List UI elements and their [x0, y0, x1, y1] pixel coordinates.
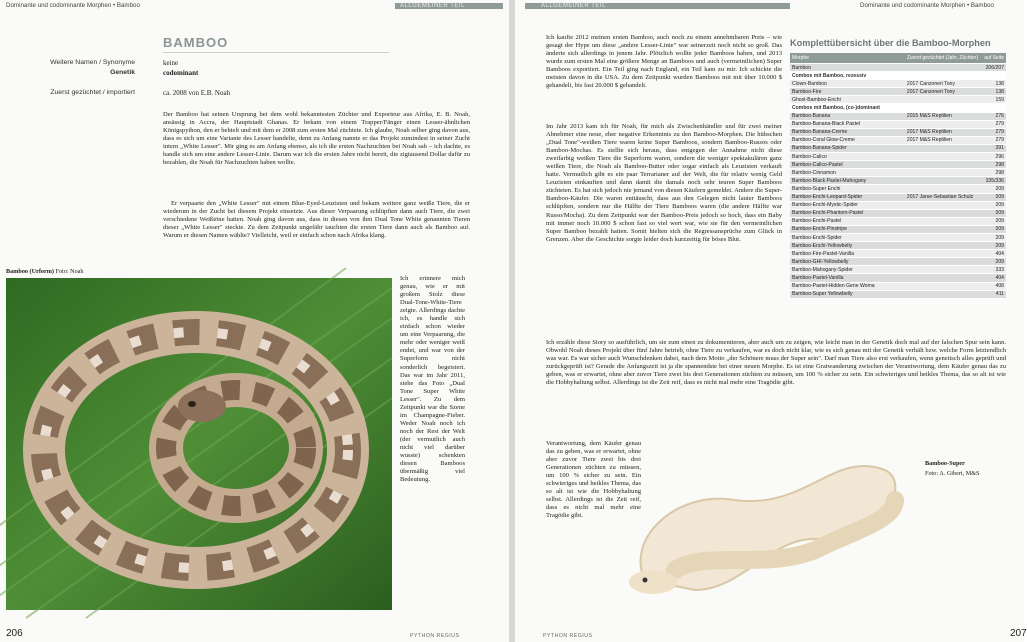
table-cell-morph: Bamboo-Calico [790, 153, 905, 161]
table-cell-page [980, 72, 1006, 80]
table-cell-page: 159 [980, 96, 1006, 104]
table-cell-page: 209 [980, 258, 1006, 266]
table-section-row [790, 72, 1006, 80]
table-cell-page: 276 [980, 112, 1006, 120]
table-cell-morph: Bamboo-Mahogany-Spider [790, 266, 905, 274]
table-cell-morph: Bamboo-Fire-Pastel-Vanilla [790, 250, 905, 258]
meta-key: Weitere Namen / Synonyme [50, 59, 135, 66]
table-cell-morph: Bamboo-Super Yellowbelly [790, 290, 905, 298]
table-cell-orig: 2017 M&S Reptilien [905, 128, 980, 136]
overview-title: Komplettübersicht über die Bamboo-Morphen [790, 38, 991, 48]
page-number: 206 [6, 628, 23, 639]
table-cell-page: 209 [980, 201, 1006, 209]
column-header: Zuerst gezüchtet (Jahr, Züchter) [905, 53, 980, 64]
table-cell-morph: Bamboo [790, 64, 905, 72]
table-cell-orig [905, 233, 980, 241]
morph-overview-table [790, 53, 1006, 299]
table-row [790, 201, 1006, 209]
table-cell-page: 209 [980, 233, 1006, 241]
table-cell-page: 209 [980, 193, 1006, 201]
side-column: Ich erinnere mich genau, wie er mit großem Stolz diese Dual-Tone-White-Tiere zeigte. Allerdings dachte ich, es handle sich einfach schon wieder um eine Verpaarung, die mehr oder weniger weiß endet, und war von der Superform nicht sonderlich begeistert. Das war im Jahr 2011, siehe das Foto „Dual Tone Super White Lesser". Zu dem Zeitpunkt war die Szene im Champagne-Fieber. Weder Noah noch ich noch der Rest der Welt (der vermutlich auch nicht viel darüber wusste) schenkten diesen Bamboos übermäßig viel Bedeutung. [400, 275, 465, 484]
meta-key: Genetik [110, 69, 135, 76]
table-row [790, 242, 1006, 250]
table-cell-page: 404 [980, 274, 1006, 282]
table-cell-morph: Ghost-Bamboo-Enchi [790, 96, 905, 104]
side-column: Verantwortung, dem Käufer genau das zu geben, was er erwartet, ohne aber zuvor Tiere zwei bis drei Generationen züchten zu müssen, um 100 % sicher zu sein. Ein schwieriges und heikles Thema, das so alt ist wie die Hobbyhaltung selbst. Allerdings ist die Zeit reif, dass es nicht mal mehr eine Tragödie gibt. [546, 440, 641, 520]
table-row [790, 96, 1006, 104]
table-cell-page: 209 [980, 242, 1006, 250]
table-cell-morph: Bamboo-Enchi-Mystic-Spider [790, 201, 905, 209]
table-cell-orig: 2017 M&S Reptilien [905, 136, 980, 144]
table-cell-morph: Bamboo-Fire [790, 88, 905, 96]
table-cell-morph: Bamboo-Pastel-Vanilla [790, 274, 905, 282]
table-cell-orig: 2017 Jarse-Sebastian Schulz [905, 193, 980, 201]
caption-title: Bamboo (Urform) [6, 268, 54, 275]
table-cell-page: 138 [980, 88, 1006, 96]
caption-title: Bamboo-Super [925, 460, 965, 467]
body-paragraph: Der Bamboo hat seinen Ursprung bei dem wohl bekanntesten Züchter und Exporteur aus Afrika, E. B. Noah, ansässig in Accra, der Hauptstadt Ghanas. Er bekam von einem Trapper/Fänger einen Lesser-ähnlichen Königspython, den er behielt und mit dem er 2008 zum ersten Mal züchtete. Ich glaube, Noah selber ging davon aus, dass es sich um eine Variante des Lesser handelte, denn zu Anfang nannte er das Projekt zumindest in seiner Zucht intern „White Lesser". Mir ging es am Anfang ebenso, als ich die ersten Nachzuchten bei Noah sah – ich dachte, es handle sich um eine andere Lesser-Linie. Darum war ich die ersten Jahre nicht bereit, die zigtausend Dollar dafür zu bezahlen, die Noah für Nachzuchten haben wollte. [163, 111, 470, 167]
table-cell-page: 209 [980, 217, 1006, 225]
table-cell-page: 296 [980, 153, 1006, 161]
body-paragraph: Er verpaarte den „White Lesser" mit einem Blue-Eyed-Leuzisten und bekam weitere ganz weiße Tiere, die er wiederum in der Zucht bei diesem Projekt einsetzte. Aus dieser Verpaarung schlüpften dann auch Tiere, die zwei verschiedene Weißtöne hatten. Noah ging davon aus, dass in diesen von ihm Dual Tone White genannten Tieren dieser „White Lesser" steckte. Zu dem Zeitpunkt ungefähr tauchten die ersten Tiere dann auch als Bamboo auf. Warum er diesen Namen wählte? Vielleicht, weil er einfach schon nach Afrika klang. [163, 200, 470, 240]
table-cell-page: 335/336 [980, 177, 1006, 185]
table-row [790, 274, 1006, 282]
table-row [790, 136, 1006, 144]
table-cell-page: 411 [980, 290, 1006, 298]
table-cell-morph: Combos mit Bamboo, rezessiv [790, 72, 905, 80]
table-cell-orig [905, 282, 980, 290]
title-divider [163, 52, 389, 53]
table-cell-morph: Bamboo-Pastel-Hidden Gene Woma [790, 282, 905, 290]
photo-caption [925, 460, 965, 467]
table-cell-morph: Bamboo-Banana-Spider [790, 144, 905, 152]
table-cell-page: 298 [980, 169, 1006, 177]
table-row [790, 209, 1006, 217]
table-row [790, 153, 1006, 161]
table-row [790, 120, 1006, 128]
table-row [790, 169, 1006, 177]
table-cell-morph: Clown-Bamboo [790, 80, 905, 88]
table-cell-orig [905, 209, 980, 217]
body-paragraph: Ich kaufte 2012 meinen ersten Bamboo, auch noch zu einem annehmbaren Preis – wie gesagt der Hype um diese „andere Lesser-Linie" war seinerzeit noch nicht so groß. Das änderte sich allerdings in jenem Jahr. Plötzlich wollte jeder Bamboos haben, und 2013 wurde zum ersten Mal eine größere Menge an Bamboos und auch (vermeintlichen) Super Bamboos exportiert. Ein Teil ging nach England, ein Teil kam zu mir. Ich schickte die meisten davon in die USA. Zu dem Zeitpunkt wurden Bamboos mit mit über 10.000 $ gehandelt, bis fast 20.000 $ gehandelt. [546, 34, 782, 90]
table-cell-morph: Bamboo-GHI-Yellowbelly [790, 258, 905, 266]
footer-label: PYTHON REGIUS [410, 633, 460, 639]
table-cell-morph: Bamboo-Enchi-Yellowbelly [790, 242, 905, 250]
table-cell-orig [905, 120, 980, 128]
table-cell-orig [905, 258, 980, 266]
table-cell-orig [905, 96, 980, 104]
section-tag: ALLGEMEINER TEIL [400, 3, 465, 9]
table-cell-morph: Bamboo-Calico-Pastel [790, 161, 905, 169]
table-row [790, 266, 1006, 274]
table-row [790, 88, 1006, 96]
table-cell-orig [905, 201, 980, 209]
table-cell-morph: Bamboo-Cinnamon [790, 169, 905, 177]
table-cell-orig [905, 185, 980, 193]
table-cell-page: 279 [980, 120, 1006, 128]
table-cell-page: 404 [980, 250, 1006, 258]
table-row [790, 233, 1006, 241]
table-cell-orig [905, 250, 980, 258]
table-row [790, 112, 1006, 120]
table-cell-orig: 2015 M&S Reptilien [905, 112, 980, 120]
table-cell-page: 408 [980, 282, 1006, 290]
footer-label: PYTHON REGIUS [543, 633, 593, 639]
table-cell-morph: Bamboo-Banana-Black Pastel [790, 120, 905, 128]
table-cell-orig [905, 169, 980, 177]
caption-credit: Foto: A. Gibert, M&S [925, 470, 980, 477]
table-cell-morph: Combos mit Bamboo, (co-)dominant [790, 104, 905, 112]
table-cell-page: 279 [980, 136, 1006, 144]
left-page [0, 0, 509, 642]
table-row [790, 250, 1006, 258]
meta-key: Zuerst gezüchtet / importiert [50, 89, 135, 96]
table-cell-page [980, 104, 1006, 112]
table-cell-orig [905, 144, 980, 152]
table-row [790, 282, 1006, 290]
table-cell-orig [905, 104, 980, 112]
table-cell-orig [905, 161, 980, 169]
table-cell-page: 206/207 [980, 64, 1006, 72]
table-cell-orig [905, 177, 980, 185]
table-row [790, 193, 1006, 201]
right-page [515, 0, 1027, 642]
meta-value: keine [163, 59, 179, 67]
table-cell-orig [905, 225, 980, 233]
section-tag: ALLGEMEINER TEIL [541, 3, 606, 9]
table-cell-page: 209 [980, 185, 1006, 193]
table-row [790, 290, 1006, 298]
table-row [790, 185, 1006, 193]
table-cell-morph: Bamboo-Banana [790, 112, 905, 120]
running-header-right: Dominante und codominante Morphen • Bamboo [860, 2, 994, 9]
table-cell-morph: Bamboo-Enchi-Pinstripe [790, 225, 905, 233]
table-cell-page: 209 [980, 209, 1006, 217]
table-cell-orig [905, 64, 980, 72]
table-row [790, 177, 1006, 185]
table-cell-orig [905, 290, 980, 298]
page-title: BAMBOO [163, 35, 229, 50]
table-header [790, 53, 1006, 64]
table-cell-orig [905, 266, 980, 274]
table-cell-orig [905, 72, 980, 80]
table-cell-orig [905, 242, 980, 250]
column-header: Morphe [790, 53, 905, 64]
table-cell-page: 209 [980, 225, 1006, 233]
table-cell-morph: Bamboo-Black Pastel-Mahogany [790, 177, 905, 185]
meta-value: ca. 2008 von E.B. Noah [163, 89, 231, 97]
snake-photo-icon [6, 278, 392, 610]
table-cell-morph: Bamboo-Enchi-Phantom-Pastel [790, 209, 905, 217]
table-row [790, 64, 1006, 72]
table-cell-orig [905, 153, 980, 161]
table-row [790, 80, 1006, 88]
table-cell-morph: Bamboo-Enchi-Spider [790, 233, 905, 241]
table-cell-page: 333 [980, 266, 1006, 274]
meta-value: codominant [163, 69, 199, 77]
table-cell-page: 138 [980, 80, 1006, 88]
bamboo-super-photo [615, 430, 915, 610]
table-row [790, 258, 1006, 266]
table-cell-morph: Bamboo-Super Enchi [790, 185, 905, 193]
caption-credit: Foto: Noah [55, 268, 84, 275]
table-cell-page: 279 [980, 128, 1006, 136]
photo-caption [6, 268, 84, 275]
table-cell-morph: Bamboo-Coral Glow-Creme [790, 136, 905, 144]
table-cell-morph: Bamboo-Enchi-Leopard-Spider [790, 193, 905, 201]
table-row [790, 225, 1006, 233]
table-row [790, 161, 1006, 169]
table-section-row [790, 104, 1006, 112]
table-row [790, 144, 1006, 152]
body-paragraph: Im Jahr 2013 kam ich für Noah, für mich als Zwischenhändler und für zwei meiner Abnehmer eine neue, eher negative Erkenntnis zu den Bamboo-Morphen. Die hübschen „Dual Tone"-weißen Tiere waren keine Super Bamboos, sondern Bamboo-Russos oder Bamboo-Mochas. Es stellte sich heraus, dass entgegen der Annahme nicht diese zweifarbig weißen Tiere die Superform waren, sondern die weniger spektakulären ganz weißen Tiere, die Noah als Bamboo-Butter oder sogar einfach als Leuzisten verkauft hatte. Vermutlich gibt es ein paar Terrarianer auf der Welt, die für relativ wenig Geld Leuzisten einkauften und dann damit die damals noch sehr teuren Super Bamboos züchteten. Es hat sich jedoch nie jemand von diesen Käufern gemeldet. Andere die Super-Bamboo-Käufer. Die waren enttäuscht, dass aus den Gelegen nicht lauter Bamboos schlüpften, sondern nur die Hälfte der Tiere Bamboos waren (die andere Hälfte war Russo/Mocha). Zu dem Zeitpunkt war der Bamboo-Preis jedoch so hoch, dass ein Baby mit immer noch 10.000 $ schon fast so viel wert war, wie sie für den vermeintlichen Super Bamboo bezahlt hatten. Somit hielten sich die Regressansprüche zum Glück in Grenzen. Aber die Geschichte sorgte leider doch kurzzeitig für böses Blut. [546, 123, 782, 243]
page-number: 207 [1010, 628, 1027, 639]
table-cell-orig: 2017 Canzoneri Tony [905, 88, 980, 96]
table-cell-page: 298 [980, 161, 1006, 169]
body-paragraph: Ich erzähle diese Story so ausführlich, um sie zum einen zu dokumentieren, aber auch um zu zeigen, wie leicht man in der Genetik doch mal auf der falschen Spur sein kann. Obwohl Noah dieses Projekt über fünf Jahre betrieb, ohne Tiere zu verkaufen, war es doch nicht klar, wie es sich genau mit der Genetik verhält bzw. welche Form letztendlich was war. Es war sicher auch Wunschdenken dabei, nach dem Motto „der Schönere muss der Super sein". Darf man Tiere also erst verkaufen, wenn genetisch alles geprüft und zurückgeprüft ist? Gerade die Anfangszeit ist ja die spannendste bei einer neuen Morphe. Es ist eine Gratwanderung zwischen der Verantwortung, dem Käufer genau das zu geben, was er erwartet, ohne aber zuvor Tiere zwei bis drei Generationen züchten zu müssen, um 100 % sicher zu sein. Ein schwieriges und heikles Thema, das so alt ist wie die Hobbyhaltung selbst. Allerdings ist die Zeit reif, dass es nicht mal mehr eine Tragödie gibt. [546, 339, 1006, 387]
running-header-left: Dominante und codominante Morphen • Bamboo [6, 2, 140, 9]
bamboo-photo [6, 278, 392, 610]
table-cell-morph: Bamboo-Banana-Creme [790, 128, 905, 136]
table-cell-orig [905, 274, 980, 282]
table-row [790, 128, 1006, 136]
table-cell-page: 391 [980, 144, 1006, 152]
column-header: auf Seite [980, 53, 1006, 64]
table-row [790, 217, 1006, 225]
table-cell-orig [905, 217, 980, 225]
snake-photo-icon [615, 430, 915, 610]
table-cell-morph: Bamboo-Enchi-Pastel [790, 217, 905, 225]
table-cell-orig: 2017 Canzoneri Tony [905, 80, 980, 88]
